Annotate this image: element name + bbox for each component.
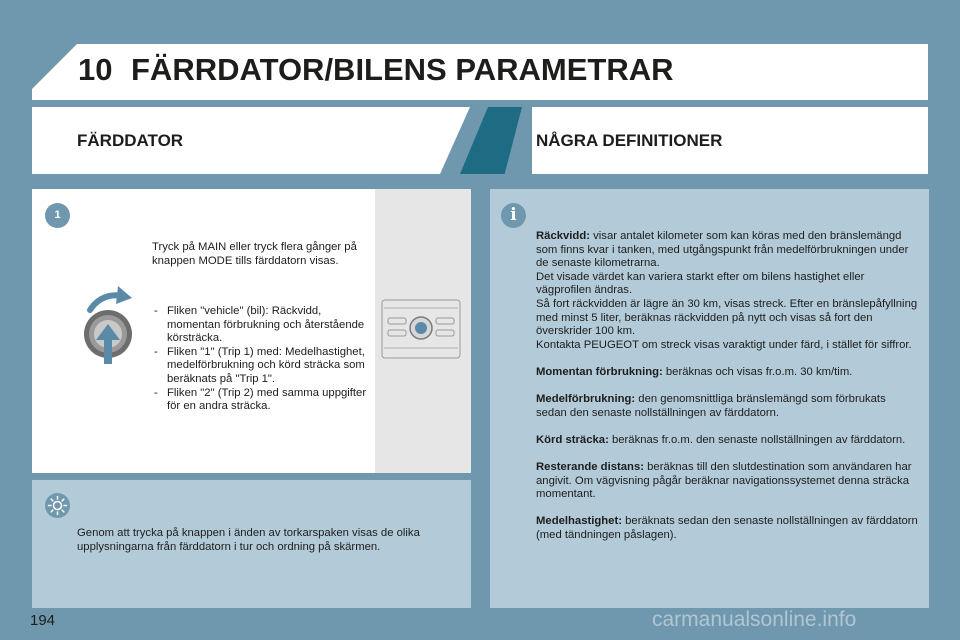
definitions-list [536,230,918,556]
rotary-knob-icon [78,284,138,374]
definition-text: beräknats sedan den senaste nollställningen av färddatorn (med tändningen påslagen). [536,515,918,542]
chapter-number: 10 [78,52,113,87]
definition-distance-travelled [536,434,918,448]
definition-text: beräknas fr.o.m. den senaste nollställningen av färddatorn. [608,433,906,446]
tab-list [152,305,372,414]
definition-remaining-distance [536,461,918,502]
definition-average-speed [536,515,918,542]
definition-term: Medelhastighet: [536,515,622,528]
definition-term: Momentan förbrukning: [536,365,663,378]
definition-text: Kontakta PEUGEOT om streck visas varaktigt under färd, i stället för siffror. [536,338,912,351]
page-number: 194 [30,612,56,629]
definition-term: Räckvidd: [536,230,590,242]
list-item: - Fliken "2" (Trip 2) med samma uppgifter för en andra sträcka. [152,387,372,414]
definition-text: Det visade värdet kan variera starkt efter om bilens hastighet eller vägprofilen ändras. [536,270,865,297]
definition-term: Medelförbrukning: [536,393,636,406]
section-title-trip-computer: FÄRDDATOR [77,131,184,150]
definition-text: beräknas och visas fr.o.m. 30 km/tim. [662,365,853,378]
chapter-title: FÄRRDATOR/BILENS PARAMETRAR [131,52,674,87]
definition-term: Resterande distans: [536,461,644,474]
list-item: - Fliken "1" (Trip 1) med: Medelhastighet, medelförbrukning och körd sträcka som beräknats på "Trip 1". [152,346,372,387]
definition-average-consumption [536,393,918,420]
definition-text: Så fort räckvidden är lägre än 30 km, visas streck. Efter en bränslepåfyllning med minst 5 liter, beräknas räckvidden på nytt och visas så fort den överskrider 100 km. [536,297,918,338]
sun-icon [45,493,70,518]
definition-text: den genomsnittliga bränslemängd som förbrukats sedan den senaste nollställningen av färddatorn. [536,393,886,419]
tip-text: Genom att trycka på knappen i änden av torkarspaken visas de olika upplysningarna från färddatorn i tur och ordning på skärmen. [77,527,420,553]
watermark: carmanualsonline.info [652,608,857,631]
definition-text: visar antalet kilometer som kan köras med den bränslemängd som finns kvar i tanken, med utgångspunkt från medelförbrukningen under de senaste kilometrarna. [536,230,909,270]
info-icon: i [501,203,526,228]
definition-instant-consumption [536,366,918,380]
instruction-text: Tryck på MAIN eller tryck flera gånger på knappen MODE tills färddatorn visas. [152,241,357,267]
definition-term: Körd sträcka: [536,433,609,446]
list-item: - Fliken "vehicle" (bil): Räckvidd, momentan förbrukning och återstående körsträcka. [152,305,372,346]
dashboard-controls-illustration [380,298,462,360]
definition-range [536,230,918,352]
definition-text: beräknas till den slutdestination som användaren har angivit. Om vägvisning pågår beräknar navigationssystemet denna sträcka momentant. [536,461,912,501]
section-title-definitions: NÅGRA DEFINITIONER [536,131,723,150]
step-number-badge: 1 [45,203,70,228]
